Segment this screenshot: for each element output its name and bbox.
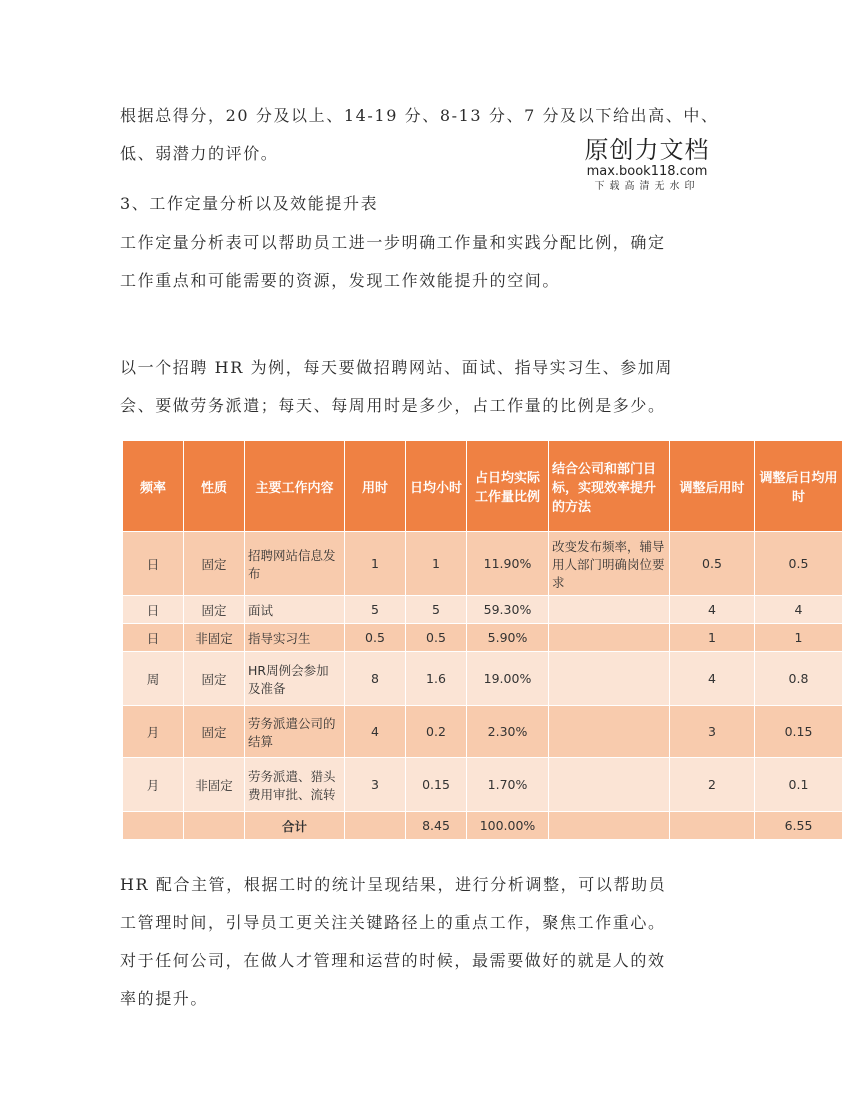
cell-method: [549, 624, 670, 652]
cell-empty: [549, 812, 670, 840]
heading-text: 3、工作定量分析以及效能提升表: [120, 194, 379, 213]
text-line: 以一个招聘 HR 为例，每天要做招聘网站、面试、指导实习生、参加周: [120, 358, 673, 377]
header-frequency: 频率: [123, 441, 184, 532]
cell-adjusted-time: 2: [670, 758, 755, 812]
cell-ratio: 59.30%: [467, 596, 549, 624]
cell-total-adjusted-daily: 6.55: [755, 812, 843, 840]
header-nature: 性质: [184, 441, 245, 532]
text-line: 工管理时间，引导员工更关注关键路径上的重点工作，聚焦工作重心。: [120, 913, 666, 932]
table-row: [123, 532, 843, 596]
table-row: [123, 596, 843, 624]
cell-ratio: 2.30%: [467, 706, 549, 758]
cell-total-ratio: 100.00%: [467, 812, 549, 840]
header-adjusted-daily: 调整后日均用时: [755, 441, 843, 532]
cell-nature: 非固定: [184, 624, 245, 652]
cell-nature: 固定: [184, 652, 245, 706]
workload-table-container: [122, 440, 838, 846]
table-row: [123, 652, 843, 706]
cell-frequency: 日: [123, 624, 184, 652]
header-workload-ratio: 占日均实际工作量比例: [467, 441, 549, 532]
cell-daily-hours: 0.15: [406, 758, 467, 812]
header-adjusted-time: 调整后用时: [670, 441, 755, 532]
cell-total-label: 合计: [245, 812, 345, 840]
text-line: 会、要做劳务派遣；每天、每周用时是多少，占工作量的比例是多少。: [120, 396, 666, 415]
cell-empty: [670, 812, 755, 840]
watermark-url: max.book118.com: [586, 164, 708, 179]
cell-nature: 固定: [184, 532, 245, 596]
cell-adjusted-time: 3: [670, 706, 755, 758]
cell-time-used: 4: [345, 706, 406, 758]
cell-daily-hours: 1.6: [406, 652, 467, 706]
cell-ratio: 19.00%: [467, 652, 549, 706]
watermark-subtitle: 下载高清无水印: [594, 181, 700, 192]
cell-method: [549, 652, 670, 706]
text-line: 工作定量分析表可以帮助员工进一步明确工作量和实践分配比例，确定: [120, 233, 666, 252]
header-daily-hours: 日均小时: [406, 441, 467, 532]
cell-frequency: 周: [123, 652, 184, 706]
table-row: [123, 624, 843, 652]
cell-task: 劳务派遣、猎头费用审批、流转: [245, 758, 345, 812]
cell-adjusted-time: 4: [670, 652, 755, 706]
cell-task: 劳务派遣公司的结算: [245, 706, 345, 758]
cell-frequency: 日: [123, 532, 184, 596]
cell-nature: 固定: [184, 706, 245, 758]
header-time-used: 用时: [345, 441, 406, 532]
cell-time-used: 8: [345, 652, 406, 706]
text-line: HR 配合主管，根据工时的统计呈现结果，进行分析调整，可以帮助员: [120, 875, 667, 894]
cell-adjusted-time: 1: [670, 624, 755, 652]
cell-adjusted-daily: 0.5: [755, 532, 843, 596]
cell-daily-hours: 0.2: [406, 706, 467, 758]
cell-method: [549, 706, 670, 758]
cell-task: 招聘网站信息发布: [245, 532, 345, 596]
text-line: 根据总得分，20 分及以上、14-19 分、8-13 分、7 分及以下给出高、中、: [120, 106, 719, 125]
table-header-row: [123, 441, 843, 532]
text-line: 低、弱潜力的评价。: [120, 144, 279, 163]
cell-time-used: 5: [345, 596, 406, 624]
cell-task: 面试: [245, 596, 345, 624]
table-row: [123, 706, 843, 758]
cell-empty: [184, 812, 245, 840]
cell-method: [549, 758, 670, 812]
cell-frequency: 月: [123, 706, 184, 758]
cell-nature: 固定: [184, 596, 245, 624]
cell-empty: [345, 812, 406, 840]
cell-nature: 非固定: [184, 758, 245, 812]
cell-total-daily: 8.45: [406, 812, 467, 840]
cell-method: [549, 596, 670, 624]
cell-daily-hours: 1: [406, 532, 467, 596]
cell-ratio: 1.70%: [467, 758, 549, 812]
cell-adjusted-time: 4: [670, 596, 755, 624]
cell-adjusted-daily: 0.15: [755, 706, 843, 758]
text-line: 对于任何公司，在做人才管理和运营的时候，最需要做好的就是人的效: [120, 951, 666, 970]
paragraph-conclusion: [120, 866, 680, 1018]
watermark-title: 原创力文档: [584, 136, 710, 164]
cell-adjusted-daily: 1: [755, 624, 843, 652]
text-line: 率的提升。: [120, 989, 209, 1008]
text-line: 工作重点和可能需要的资源，发现工作效能提升的空间。: [120, 271, 561, 290]
cell-frequency: 月: [123, 758, 184, 812]
cell-frequency: 日: [123, 596, 184, 624]
cell-method: 改变发布频率，辅导用人部门明确岗位要求: [549, 532, 670, 596]
cell-daily-hours: 0.5: [406, 624, 467, 652]
cell-task: HR周例会参加及准备: [245, 652, 345, 706]
section-heading: [120, 185, 680, 223]
cell-adjusted-daily: 0.8: [755, 652, 843, 706]
cell-empty: [123, 812, 184, 840]
cell-time-used: 0.5: [345, 624, 406, 652]
header-main-task: 主要工作内容: [245, 441, 345, 532]
cell-ratio: 5.90%: [467, 624, 549, 652]
cell-adjusted-daily: 4: [755, 596, 843, 624]
paragraph-intro: [120, 224, 680, 300]
cell-time-used: 1: [345, 532, 406, 596]
table-row: [123, 758, 843, 812]
cell-adjusted-time: 0.5: [670, 532, 755, 596]
table-total-row: [123, 812, 843, 840]
header-improvement-method: 结合公司和部门目标，实现效率提升的方法: [549, 441, 670, 532]
workload-analysis-table: [122, 440, 843, 840]
cell-time-used: 3: [345, 758, 406, 812]
cell-task: 指导实习生: [245, 624, 345, 652]
paragraph-example: [120, 349, 680, 425]
cell-daily-hours: 5: [406, 596, 467, 624]
cell-adjusted-daily: 0.1: [755, 758, 843, 812]
cell-ratio: 11.90%: [467, 532, 549, 596]
